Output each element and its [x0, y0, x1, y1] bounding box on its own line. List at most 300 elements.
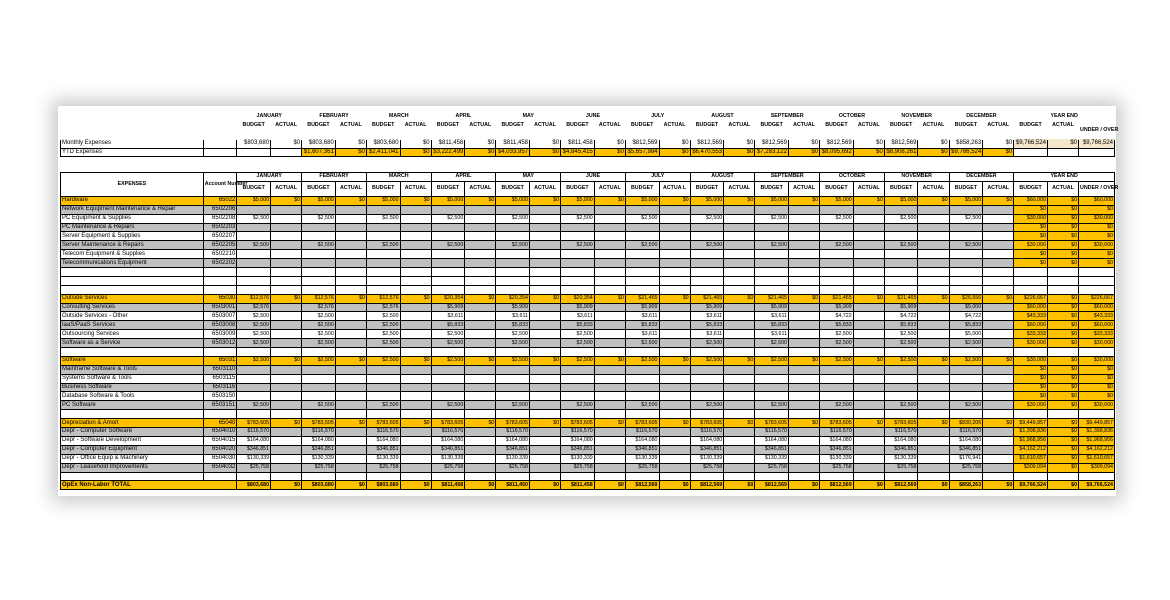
budget-cell[interactable]: $5,833	[690, 321, 724, 330]
account-cell[interactable]: 6502203	[203, 223, 237, 232]
value-cell[interactable]: $0	[400, 148, 431, 157]
budget-cell[interactable]: $5,909	[690, 303, 724, 312]
value-cell[interactable]: $0	[983, 294, 1014, 303]
blank-cell[interactable]	[530, 410, 561, 419]
budget-cell[interactable]: $346,851	[690, 445, 724, 454]
account-cell[interactable]: 65030	[203, 294, 237, 303]
blank-cell[interactable]	[530, 348, 561, 357]
value-cell[interactable]: $0	[335, 419, 366, 428]
budget-header[interactable]: BUDGET	[630, 122, 654, 129]
budget-cell[interactable]	[237, 250, 271, 259]
blank-cell[interactable]	[724, 130, 755, 139]
actual-cell[interactable]	[400, 401, 431, 410]
blank-cell[interactable]	[625, 472, 659, 481]
year-end-cell[interactable]: $0	[1047, 428, 1078, 437]
blank-cell[interactable]	[561, 348, 595, 357]
value-cell[interactable]: $5,657,984	[625, 148, 659, 157]
actual-cell[interactable]	[983, 436, 1014, 445]
budget-cell[interactable]	[755, 250, 789, 259]
value-cell[interactable]: $0	[983, 139, 1014, 148]
actual-cell[interactable]	[335, 401, 366, 410]
actual-cell[interactable]	[918, 445, 949, 454]
budget-cell[interactable]: $5,833	[625, 321, 659, 330]
actual-cell[interactable]	[788, 445, 819, 454]
blank-cell[interactable]	[237, 348, 271, 357]
value-cell[interactable]: $0	[465, 419, 496, 428]
blank-cell[interactable]	[853, 276, 884, 285]
month-header[interactable]: SEPTEMBER	[770, 113, 804, 120]
actual-cell[interactable]	[853, 445, 884, 454]
value-cell[interactable]: $5,000	[237, 196, 271, 205]
value-cell[interactable]: $0	[530, 139, 561, 148]
budget-cell[interactable]	[755, 223, 789, 232]
actual-cell[interactable]	[335, 214, 366, 223]
year-end-cell[interactable]: $309,094	[1014, 463, 1048, 472]
actual-header[interactable]: ACTUAL	[275, 122, 297, 129]
budget-cell[interactable]	[496, 250, 530, 259]
value-cell[interactable]: $0	[659, 139, 690, 148]
month-header[interactable]: NOVEMBER	[901, 113, 932, 120]
total-cell[interactable]: $812,569	[690, 481, 724, 490]
actual-cell[interactable]	[788, 250, 819, 259]
actual-cell[interactable]	[918, 312, 949, 321]
actual-cell[interactable]	[724, 303, 755, 312]
actual-cell[interactable]	[465, 463, 496, 472]
actual-cell[interactable]	[335, 383, 366, 392]
budget-cell[interactable]: $2,500	[949, 241, 983, 250]
budget-cell[interactable]	[366, 392, 400, 401]
budget-cell[interactable]	[690, 383, 724, 392]
actual-cell[interactable]	[271, 383, 302, 392]
value-cell[interactable]: $811,458	[561, 139, 595, 148]
actual-cell[interactable]	[918, 330, 949, 339]
budget-cell[interactable]: $2,500	[755, 241, 789, 250]
budget-header[interactable]: BUDGET	[755, 181, 789, 196]
value-cell[interactable]: $783,605	[431, 419, 465, 428]
budget-cell[interactable]	[884, 374, 918, 383]
blank-cell[interactable]	[884, 285, 918, 294]
blank-cell[interactable]	[1079, 348, 1115, 357]
value-cell[interactable]: $0	[594, 294, 625, 303]
budget-cell[interactable]: $2,500	[625, 214, 659, 223]
actual-cell[interactable]	[724, 232, 755, 241]
value-cell[interactable]: $8,095,692	[820, 148, 854, 157]
actual-cell[interactable]	[918, 214, 949, 223]
budget-cell[interactable]: $130,339	[431, 454, 465, 463]
actual-cell[interactable]	[465, 401, 496, 410]
actual-cell[interactable]	[594, 374, 625, 383]
actual-cell[interactable]	[724, 312, 755, 321]
year-end-cell[interactable]: $0	[1047, 330, 1078, 339]
blank-cell[interactable]	[690, 472, 724, 481]
budget-cell[interactable]: $5,833	[884, 321, 918, 330]
budget-cell[interactable]: $2,500	[237, 401, 271, 410]
value-cell[interactable]: $0	[659, 419, 690, 428]
budget-cell[interactable]: $346,851	[561, 445, 595, 454]
blank-cell[interactable]	[271, 276, 302, 285]
blank-cell[interactable]	[853, 285, 884, 294]
budget-cell[interactable]: $2,500	[302, 401, 336, 410]
actual-cell[interactable]	[918, 223, 949, 232]
budget-cell[interactable]	[625, 365, 659, 374]
budget-cell[interactable]: $2,500	[820, 401, 854, 410]
blank-cell[interactable]	[690, 285, 724, 294]
blank-cell[interactable]	[366, 285, 400, 294]
value-cell[interactable]: $20,354	[496, 294, 530, 303]
actual-cell[interactable]	[724, 339, 755, 348]
budget-cell[interactable]	[496, 392, 530, 401]
actual-cell[interactable]	[724, 259, 755, 268]
year-end-cell[interactable]: $0	[1047, 232, 1078, 241]
budget-cell[interactable]	[755, 232, 789, 241]
year-end-cell[interactable]: $30,000	[1079, 339, 1115, 348]
total-cell[interactable]: $0	[724, 481, 755, 490]
value-cell[interactable]: $0	[724, 139, 755, 148]
actual-cell[interactable]	[465, 383, 496, 392]
actual-header[interactable]: ACTUAL	[853, 181, 884, 196]
account-cell[interactable]: 65031	[203, 356, 237, 365]
blank-cell[interactable]	[1014, 348, 1048, 357]
account-cell[interactable]: 6503007	[203, 312, 237, 321]
budget-cell[interactable]: $116,570	[496, 428, 530, 437]
actual-cell[interactable]	[659, 223, 690, 232]
budget-cell[interactable]: $2,500	[302, 339, 336, 348]
budget-cell[interactable]: $164,080	[690, 436, 724, 445]
blank-cell[interactable]	[496, 268, 530, 277]
budget-cell[interactable]: $116,570	[561, 428, 595, 437]
actual-cell[interactable]	[594, 250, 625, 259]
account-cell[interactable]: 6502207	[203, 232, 237, 241]
line-item-label[interactable]: Server Maintenance & Repairs	[61, 241, 204, 250]
budget-cell[interactable]	[949, 232, 983, 241]
budget-cell[interactable]	[561, 259, 595, 268]
year-end-cell[interactable]: $0	[1047, 223, 1078, 232]
actual-cell[interactable]	[465, 374, 496, 383]
blank-cell[interactable]	[366, 276, 400, 285]
blank-cell[interactable]	[400, 348, 431, 357]
budget-cell[interactable]	[949, 250, 983, 259]
actual-cell[interactable]	[853, 321, 884, 330]
line-item-label[interactable]: Systems Software & Tools	[61, 374, 204, 383]
year-end-cell[interactable]: $0	[1014, 205, 1048, 214]
budget-cell[interactable]: $2,500	[237, 241, 271, 250]
value-cell[interactable]: $783,605	[366, 419, 400, 428]
actual-cell[interactable]	[465, 321, 496, 330]
budget-cell[interactable]	[302, 205, 336, 214]
actual-cell[interactable]	[659, 463, 690, 472]
value-cell[interactable]: $811,458	[431, 139, 465, 148]
value-cell[interactable]: $0	[1047, 419, 1078, 428]
budget-cell[interactable]	[755, 259, 789, 268]
actual-cell[interactable]	[724, 454, 755, 463]
budget-cell[interactable]: $2,500	[820, 339, 854, 348]
total-cell[interactable]: $0	[1047, 481, 1078, 490]
value-cell[interactable]: $5,000	[820, 196, 854, 205]
line-item-label[interactable]: Telecommunications Equipment	[61, 259, 204, 268]
blank-cell[interactable]	[918, 276, 949, 285]
year-end-cell[interactable]: $30,000	[1014, 241, 1048, 250]
actual-cell[interactable]	[271, 250, 302, 259]
actual-cell[interactable]	[594, 383, 625, 392]
blank-cell[interactable]	[949, 276, 983, 285]
actual-cell[interactable]	[594, 445, 625, 454]
month-header[interactable]: MAY	[496, 173, 561, 182]
value-cell[interactable]: $0	[853, 196, 884, 205]
budget-cell[interactable]	[884, 259, 918, 268]
actual-cell[interactable]	[853, 428, 884, 437]
actual-cell[interactable]	[659, 259, 690, 268]
value-cell[interactable]: $0	[400, 294, 431, 303]
grand-total-label[interactable]: OpEx Non-Labor TOTAL	[61, 481, 237, 490]
actual-cell[interactable]	[530, 232, 561, 241]
budget-cell[interactable]: $2,500	[496, 339, 530, 348]
value-cell[interactable]: $0	[1047, 294, 1078, 303]
total-cell[interactable]: $0	[788, 481, 819, 490]
blank-cell[interactable]	[465, 285, 496, 294]
blank-cell[interactable]	[561, 285, 595, 294]
value-cell[interactable]: $0	[465, 139, 496, 148]
budget-cell[interactable]: $3,611	[625, 330, 659, 339]
blank-cell[interactable]	[1047, 268, 1078, 277]
blank-cell[interactable]	[237, 472, 271, 481]
year-end-cell[interactable]: $0	[1047, 401, 1078, 410]
actual-header[interactable]: ACTUAL	[1052, 122, 1074, 129]
account-cell[interactable]: 6504015	[203, 436, 237, 445]
blank-cell[interactable]	[594, 410, 625, 419]
value-cell[interactable]: $5,000	[302, 196, 336, 205]
blank-cell[interactable]	[203, 130, 237, 139]
value-cell[interactable]: $0	[918, 148, 949, 157]
month-header[interactable]: AUGUST	[690, 173, 755, 182]
actual-header[interactable]: ACTUAL	[918, 181, 949, 196]
blank-cell[interactable]	[237, 268, 271, 277]
budget-cell[interactable]: $116,570	[755, 428, 789, 437]
blank-cell[interactable]	[983, 130, 1014, 139]
budget-cell[interactable]	[302, 232, 336, 241]
value-cell[interactable]: $812,569	[755, 139, 789, 148]
value-cell[interactable]	[1014, 148, 1048, 157]
year-end-cell[interactable]: $1,398,836	[1014, 428, 1048, 437]
blank-cell[interactable]	[61, 276, 204, 285]
budget-cell[interactable]: $2,500	[237, 312, 271, 321]
budget-cell[interactable]: $2,576	[302, 303, 336, 312]
value-cell[interactable]: $2,500	[237, 356, 271, 365]
value-cell[interactable]: $0	[271, 294, 302, 303]
blank-cell[interactable]	[788, 276, 819, 285]
blank-cell[interactable]	[61, 472, 204, 481]
actual-cell[interactable]	[400, 436, 431, 445]
year-end-cell[interactable]: $30,000	[1079, 241, 1115, 250]
value-cell[interactable]	[237, 148, 271, 157]
blank-cell[interactable]	[302, 130, 336, 139]
line-item-label[interactable]: IaaS/PaaS Services	[61, 321, 204, 330]
year-end-cell[interactable]: $4,162,212	[1079, 445, 1115, 454]
value-cell[interactable]: $812,569	[820, 139, 854, 148]
budget-cell[interactable]: $116,570	[690, 428, 724, 437]
actual-cell[interactable]	[918, 321, 949, 330]
actual-cell[interactable]	[530, 401, 561, 410]
value-cell[interactable]: $0	[659, 148, 690, 157]
budget-cell[interactable]	[237, 365, 271, 374]
actual-cell[interactable]	[788, 339, 819, 348]
actual-cell[interactable]	[594, 392, 625, 401]
budget-cell[interactable]	[366, 205, 400, 214]
budget-cell[interactable]	[884, 223, 918, 232]
budget-cell[interactable]	[884, 383, 918, 392]
blank-cell[interactable]	[431, 348, 465, 357]
account-cell[interactable]: 6503001	[203, 303, 237, 312]
actual-header[interactable]: ACTUAL	[339, 122, 362, 129]
budget-cell[interactable]: $25,758	[884, 463, 918, 472]
budget-cell[interactable]: $130,339	[237, 454, 271, 463]
actual-cell[interactable]	[335, 205, 366, 214]
year-end-cell[interactable]: $309,094	[1079, 463, 1115, 472]
budget-cell[interactable]: $2,500	[949, 339, 983, 348]
actual-cell[interactable]	[271, 463, 302, 472]
blank-cell[interactable]	[724, 410, 755, 419]
budget-cell[interactable]: $2,500	[561, 401, 595, 410]
budget-header[interactable]: BUDGET	[1014, 181, 1048, 196]
value-cell[interactable]: $0	[530, 294, 561, 303]
budget-cell[interactable]	[690, 392, 724, 401]
year-end-cell[interactable]: $0	[1014, 392, 1048, 401]
budget-cell[interactable]	[820, 365, 854, 374]
group-label[interactable]: Outside Services	[61, 294, 204, 303]
line-item-label[interactable]: Telecom Equipment & Supplies	[61, 250, 204, 259]
budget-header[interactable]: BUDGET	[496, 181, 530, 196]
blank-cell[interactable]	[561, 410, 595, 419]
year-end-cell[interactable]: $0	[1047, 205, 1078, 214]
value-cell[interactable]: $0	[1047, 196, 1078, 205]
account-header[interactable]: Account Number	[203, 173, 237, 197]
budget-cell[interactable]	[496, 223, 530, 232]
value-cell[interactable]: $4,033,957	[496, 148, 530, 157]
year-end-cell[interactable]: $1,610,657	[1079, 454, 1115, 463]
actual-cell[interactable]	[465, 312, 496, 321]
actual-cell[interactable]	[400, 259, 431, 268]
actual-cell[interactable]	[594, 232, 625, 241]
actual-cell[interactable]	[853, 250, 884, 259]
value-cell[interactable]: $0	[918, 139, 949, 148]
budget-cell[interactable]: $116,570	[820, 428, 854, 437]
total-cell[interactable]: $811,458	[561, 481, 595, 490]
value-cell[interactable]: $0	[400, 419, 431, 428]
blank-cell[interactable]	[366, 268, 400, 277]
budget-header[interactable]: BUDGET	[366, 181, 400, 196]
budget-header[interactable]: BUDGET	[884, 181, 918, 196]
blank-cell[interactable]	[302, 268, 336, 277]
actual-cell[interactable]	[400, 250, 431, 259]
actual-cell[interactable]	[918, 303, 949, 312]
actual-header[interactable]: ACTUAL	[400, 181, 431, 196]
budget-cell[interactable]	[431, 250, 465, 259]
blank-cell[interactable]	[431, 410, 465, 419]
budget-cell[interactable]: $130,339	[820, 454, 854, 463]
blank-cell[interactable]	[724, 276, 755, 285]
account-cell[interactable]: 6503008	[203, 321, 237, 330]
account-cell[interactable]: 6503116	[203, 383, 237, 392]
blank-cell[interactable]	[366, 410, 400, 419]
blank-cell[interactable]	[724, 285, 755, 294]
year-end-cell[interactable]: $0	[1014, 365, 1048, 374]
budget-cell[interactable]	[755, 392, 789, 401]
actual-cell[interactable]	[983, 214, 1014, 223]
budget-cell[interactable]	[431, 365, 465, 374]
value-cell[interactable]: $0	[594, 196, 625, 205]
year-end-cell[interactable]: $0	[1047, 312, 1078, 321]
value-cell[interactable]: $0	[853, 356, 884, 365]
budget-cell[interactable]: $5,909	[884, 303, 918, 312]
actual-cell[interactable]	[659, 392, 690, 401]
year-end-cell[interactable]: $30,000	[1079, 401, 1115, 410]
line-item-label[interactable]: Business Software	[61, 383, 204, 392]
budget-cell[interactable]: $130,339	[625, 454, 659, 463]
actual-cell[interactable]	[465, 365, 496, 374]
year-end-cell[interactable]: $0	[1047, 436, 1078, 445]
blank-cell[interactable]	[949, 348, 983, 357]
actual-cell[interactable]	[530, 436, 561, 445]
actual-header[interactable]: ACTUAL	[271, 181, 302, 196]
budget-cell[interactable]	[625, 223, 659, 232]
actual-cell[interactable]	[853, 339, 884, 348]
blank-cell[interactable]	[366, 348, 400, 357]
budget-cell[interactable]	[625, 205, 659, 214]
budget-cell[interactable]: $2,576	[237, 303, 271, 312]
actual-cell[interactable]	[788, 214, 819, 223]
budget-cell[interactable]: $164,080	[561, 436, 595, 445]
actual-cell[interactable]	[659, 428, 690, 437]
value-cell[interactable]: $20,354	[431, 294, 465, 303]
actual-cell[interactable]	[465, 250, 496, 259]
year-end-cell[interactable]: $0	[1047, 339, 1078, 348]
value-cell[interactable]: $0	[530, 196, 561, 205]
month-header[interactable]: MARCH	[388, 113, 409, 120]
blank-cell[interactable]	[594, 285, 625, 294]
actual-cell[interactable]	[788, 312, 819, 321]
budget-cell[interactable]: $2,500	[884, 241, 918, 250]
budget-cell[interactable]: $164,080	[949, 436, 983, 445]
budget-cell[interactable]	[496, 365, 530, 374]
total-cell[interactable]: $0	[465, 481, 496, 490]
budget-cell[interactable]: $346,851	[884, 445, 918, 454]
account-cell[interactable]: 6503012	[203, 339, 237, 348]
blank-cell[interactable]	[755, 285, 789, 294]
blank-cell[interactable]	[431, 130, 465, 139]
line-item-label[interactable]: Depr - Computer Software	[61, 428, 204, 437]
line-item-label[interactable]: Consulting Services	[61, 303, 204, 312]
budget-cell[interactable]	[302, 392, 336, 401]
value-cell[interactable]: $812,569	[690, 139, 724, 148]
actual-cell[interactable]	[335, 241, 366, 250]
value-cell[interactable]: $0	[659, 356, 690, 365]
budget-cell[interactable]	[820, 223, 854, 232]
actual-cell[interactable]	[271, 241, 302, 250]
budget-cell[interactable]: $2,500	[755, 339, 789, 348]
actual-cell[interactable]	[788, 232, 819, 241]
budget-cell[interactable]: $2,500	[690, 241, 724, 250]
value-cell[interactable]: $0	[853, 294, 884, 303]
actual-cell[interactable]	[530, 454, 561, 463]
value-cell[interactable]: $21,465	[884, 294, 918, 303]
budget-cell[interactable]	[366, 250, 400, 259]
value-cell[interactable]: $12,576	[366, 294, 400, 303]
actual-cell[interactable]	[530, 214, 561, 223]
month-header[interactable]: FEBRUARY	[302, 173, 367, 182]
budget-cell[interactable]	[949, 392, 983, 401]
budget-cell[interactable]	[755, 365, 789, 374]
budget-cell[interactable]: $164,080	[625, 436, 659, 445]
month-header[interactable]: JULY	[651, 113, 665, 120]
